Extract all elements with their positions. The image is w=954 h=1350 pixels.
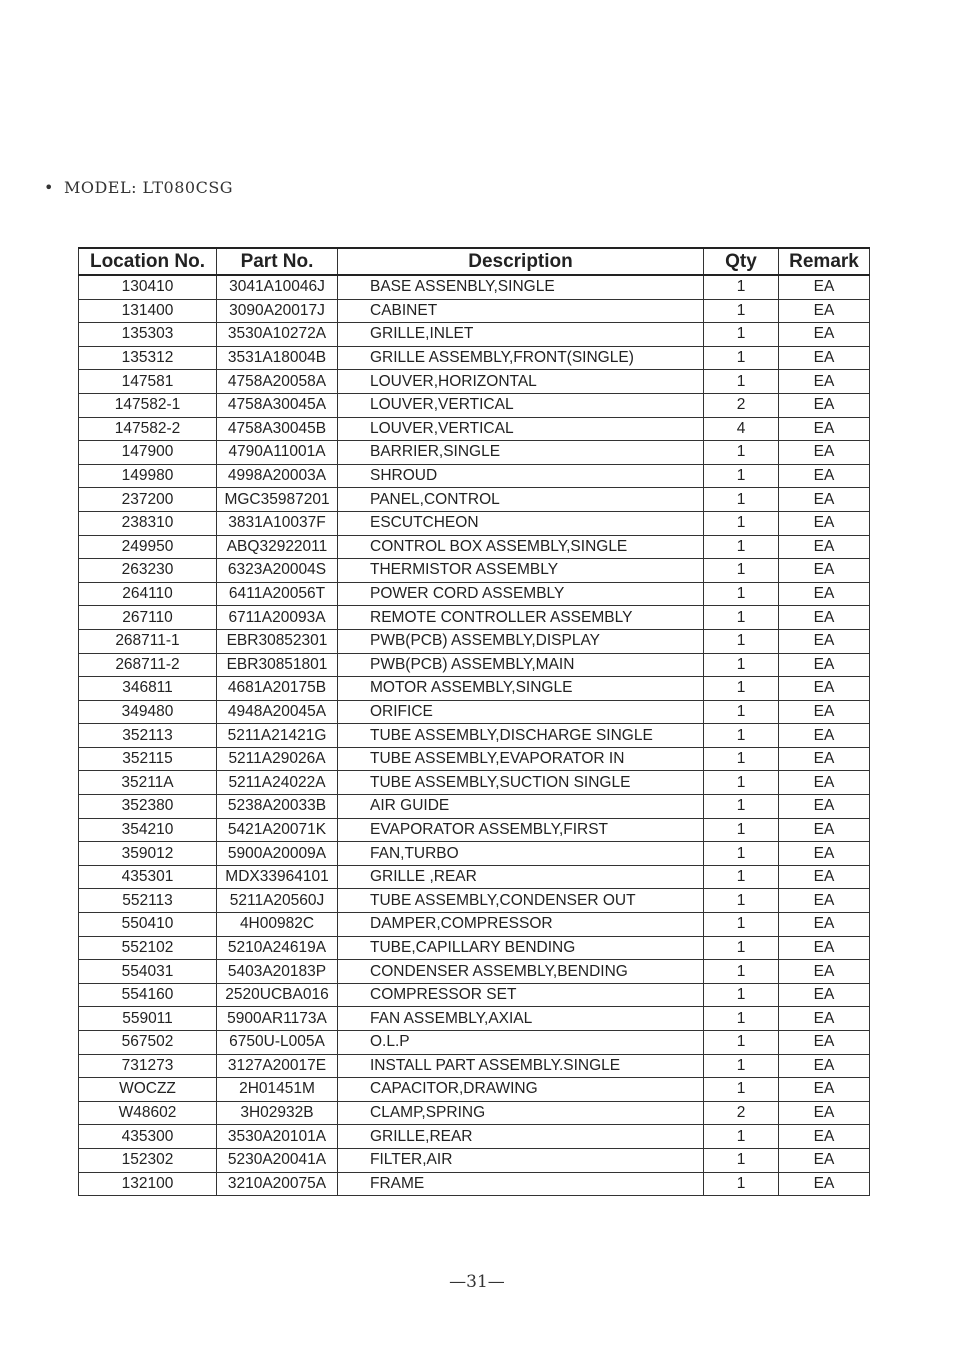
description-cell: CLAMP,SPRING bbox=[338, 1101, 704, 1125]
part-no-cell: 3127A20017E bbox=[217, 1054, 338, 1078]
qty-cell: 1 bbox=[704, 559, 779, 583]
parts-table bbox=[78, 247, 870, 1196]
qty-cell: 1 bbox=[704, 865, 779, 889]
location-no-cell: 264110 bbox=[79, 582, 217, 606]
table-row bbox=[79, 1148, 870, 1172]
table-row bbox=[79, 582, 870, 606]
qty-cell: 1 bbox=[704, 1125, 779, 1149]
part-no-cell: 2H01451M bbox=[217, 1078, 338, 1102]
remark-cell: EA bbox=[779, 771, 870, 795]
header-row bbox=[79, 248, 870, 275]
table-row bbox=[79, 323, 870, 347]
table-row bbox=[79, 488, 870, 512]
location-no-cell: 352380 bbox=[79, 795, 217, 819]
remark-cell: EA bbox=[779, 275, 870, 299]
remark-cell: EA bbox=[779, 346, 870, 370]
table-row bbox=[79, 677, 870, 701]
table-row bbox=[79, 1078, 870, 1102]
qty-cell: 1 bbox=[704, 370, 779, 394]
part-no-cell: 3531A18004B bbox=[217, 346, 338, 370]
location-no-cell: 149980 bbox=[79, 464, 217, 488]
location-no-cell: 263230 bbox=[79, 559, 217, 583]
location-no-cell: 435301 bbox=[79, 865, 217, 889]
qty-cell: 1 bbox=[704, 936, 779, 960]
description-cell: TUBE ASSEMBLY,CONDENSER OUT bbox=[338, 889, 704, 913]
qty-cell: 1 bbox=[704, 1054, 779, 1078]
qty-cell: 1 bbox=[704, 299, 779, 323]
qty-cell: 1 bbox=[704, 629, 779, 653]
table-row bbox=[79, 417, 870, 441]
part-no-cell: EBR30852301 bbox=[217, 629, 338, 653]
remark-cell: EA bbox=[779, 488, 870, 512]
table-row bbox=[79, 629, 870, 653]
qty-cell: 1 bbox=[704, 653, 779, 677]
remark-cell: EA bbox=[779, 1078, 870, 1102]
table-row bbox=[79, 1054, 870, 1078]
qty-cell: 1 bbox=[704, 535, 779, 559]
table-row bbox=[79, 818, 870, 842]
description-cell: LOUVER,VERTICAL bbox=[338, 393, 704, 417]
qty-cell: 1 bbox=[704, 747, 779, 771]
remark-cell: EA bbox=[779, 747, 870, 771]
part-no-cell: 5210A24619A bbox=[217, 936, 338, 960]
part-no-cell: 4758A20058A bbox=[217, 370, 338, 394]
location-no-cell: W48602 bbox=[79, 1101, 217, 1125]
part-no-cell: 5900A20009A bbox=[217, 842, 338, 866]
remark-cell: EA bbox=[779, 1101, 870, 1125]
location-no-cell: 552102 bbox=[79, 936, 217, 960]
description-cell: LOUVER,HORIZONTAL bbox=[338, 370, 704, 394]
part-no-cell: 6750U-L005A bbox=[217, 1031, 338, 1055]
qty-cell: 1 bbox=[704, 960, 779, 984]
qty-cell: 1 bbox=[704, 724, 779, 748]
description-cell: CONDENSER ASSEMBLY,BENDING bbox=[338, 960, 704, 984]
part-no-cell: 4681A20175B bbox=[217, 677, 338, 701]
part-no-cell: 2520UCBA016 bbox=[217, 983, 338, 1007]
remark-cell: EA bbox=[779, 1031, 870, 1055]
part-no-cell: ABQ32922011 bbox=[217, 535, 338, 559]
remark-cell: EA bbox=[779, 393, 870, 417]
remark-cell: EA bbox=[779, 606, 870, 630]
part-no-cell: 6411A20056T bbox=[217, 582, 338, 606]
table-row bbox=[79, 1172, 870, 1196]
remark-cell: EA bbox=[779, 1007, 870, 1031]
description-cell: POWER CORD ASSEMBLY bbox=[338, 582, 704, 606]
description-cell: FILTER,AIR bbox=[338, 1148, 704, 1172]
table-row bbox=[79, 700, 870, 724]
part-no-cell: 4998A20003A bbox=[217, 464, 338, 488]
part-no-cell: 5211A20560J bbox=[217, 889, 338, 913]
location-no-cell: 559011 bbox=[79, 1007, 217, 1031]
remark-cell: EA bbox=[779, 1148, 870, 1172]
table-row bbox=[79, 771, 870, 795]
table-row bbox=[79, 747, 870, 771]
description-cell: LOUVER,VERTICAL bbox=[338, 417, 704, 441]
qty-cell: 1 bbox=[704, 275, 779, 299]
location-no-cell: 147582-1 bbox=[79, 393, 217, 417]
remark-cell: EA bbox=[779, 1125, 870, 1149]
description-cell: CABINET bbox=[338, 299, 704, 323]
qty-cell: 1 bbox=[704, 488, 779, 512]
location-no-header: Location No. bbox=[79, 248, 217, 275]
part-no-cell: 3831A10037F bbox=[217, 511, 338, 535]
table-row bbox=[79, 983, 870, 1007]
remark-cell: EA bbox=[779, 464, 870, 488]
description-cell: PWB(PCB) ASSEMBLY,MAIN bbox=[338, 653, 704, 677]
part-no-cell: 5230A20041A bbox=[217, 1148, 338, 1172]
qty-cell: 1 bbox=[704, 511, 779, 535]
location-no-cell: WOCZZ bbox=[79, 1078, 217, 1102]
description-cell: PWB(PCB) ASSEMBLY,DISPLAY bbox=[338, 629, 704, 653]
remark-cell: EA bbox=[779, 983, 870, 1007]
qty-cell: 1 bbox=[704, 582, 779, 606]
description-cell: CONTROL BOX ASSEMBLY,SINGLE bbox=[338, 535, 704, 559]
part-no-cell: 3041A10046J bbox=[217, 275, 338, 299]
model-label: MODEL: LT080CSG bbox=[63, 178, 234, 197]
qty-cell: 1 bbox=[704, 842, 779, 866]
part-no-cell: 3H02932B bbox=[217, 1101, 338, 1125]
remark-cell: EA bbox=[779, 582, 870, 606]
description-cell: O.L.P bbox=[338, 1031, 704, 1055]
remark-cell: EA bbox=[779, 700, 870, 724]
part-no-cell: 5211A29026A bbox=[217, 747, 338, 771]
part-no-cell: 5421A20071K bbox=[217, 818, 338, 842]
part-no-cell: 5238A20033B bbox=[217, 795, 338, 819]
location-no-cell: 152302 bbox=[79, 1148, 217, 1172]
table-row bbox=[79, 441, 870, 465]
location-no-cell: 135312 bbox=[79, 346, 217, 370]
table-row bbox=[79, 865, 870, 889]
table-row bbox=[79, 1125, 870, 1149]
location-no-cell: 147582-2 bbox=[79, 417, 217, 441]
qty-cell: 1 bbox=[704, 1172, 779, 1196]
description-cell: FAN,TURBO bbox=[338, 842, 704, 866]
part-no-cell: 3530A10272A bbox=[217, 323, 338, 347]
location-no-cell: 132100 bbox=[79, 1172, 217, 1196]
qty-cell: 2 bbox=[704, 1101, 779, 1125]
description-cell: DAMPER,COMPRESSOR bbox=[338, 913, 704, 937]
location-no-cell: 267110 bbox=[79, 606, 217, 630]
description-cell: TUBE,CAPILLARY BENDING bbox=[338, 936, 704, 960]
part-no-cell: 4H00982C bbox=[217, 913, 338, 937]
remark-cell: EA bbox=[779, 559, 870, 583]
remark-cell: EA bbox=[779, 1054, 870, 1078]
remark-cell: EA bbox=[779, 535, 870, 559]
location-no-cell: 550410 bbox=[79, 913, 217, 937]
qty-cell: 1 bbox=[704, 1078, 779, 1102]
description-header: Description bbox=[338, 248, 704, 275]
part-no-cell: MGC35987201 bbox=[217, 488, 338, 512]
remark-cell: EA bbox=[779, 865, 870, 889]
description-cell: GRILLE,REAR bbox=[338, 1125, 704, 1149]
table-row bbox=[79, 889, 870, 913]
table-row bbox=[79, 1031, 870, 1055]
remark-cell: EA bbox=[779, 818, 870, 842]
qty-cell: 1 bbox=[704, 346, 779, 370]
remark-cell: EA bbox=[779, 653, 870, 677]
table-row bbox=[79, 346, 870, 370]
location-no-cell: 552113 bbox=[79, 889, 217, 913]
remark-cell: EA bbox=[779, 441, 870, 465]
location-no-cell: 249950 bbox=[79, 535, 217, 559]
description-cell: CAPACITOR,DRAWING bbox=[338, 1078, 704, 1102]
location-no-cell: 237200 bbox=[79, 488, 217, 512]
table-row bbox=[79, 653, 870, 677]
qty-cell: 1 bbox=[704, 795, 779, 819]
location-no-cell: 554031 bbox=[79, 960, 217, 984]
remark-cell: EA bbox=[779, 417, 870, 441]
location-no-cell: 147581 bbox=[79, 370, 217, 394]
description-cell: FRAME bbox=[338, 1172, 704, 1196]
table-row bbox=[79, 606, 870, 630]
remark-cell: EA bbox=[779, 889, 870, 913]
table-row bbox=[79, 535, 870, 559]
qty-cell: 1 bbox=[704, 818, 779, 842]
description-cell: GRILLE ,REAR bbox=[338, 865, 704, 889]
description-cell: GRILLE,INLET bbox=[338, 323, 704, 347]
table-row bbox=[79, 559, 870, 583]
table-row bbox=[79, 913, 870, 937]
qty-cell: 1 bbox=[704, 1148, 779, 1172]
bullet: • bbox=[44, 178, 54, 197]
remark-cell: EA bbox=[779, 1172, 870, 1196]
table-row bbox=[79, 299, 870, 323]
description-cell: THERMISTOR ASSEMBLY bbox=[338, 559, 704, 583]
parts-table-body bbox=[79, 275, 870, 1196]
location-no-cell: 147900 bbox=[79, 441, 217, 465]
description-cell: TUBE ASSEMBLY,SUCTION SINGLE bbox=[338, 771, 704, 795]
table-row bbox=[79, 960, 870, 984]
description-cell: FAN ASSEMBLY,AXIAL bbox=[338, 1007, 704, 1031]
location-no-cell: 130410 bbox=[79, 275, 217, 299]
description-cell: EVAPORATOR ASSEMBLY,FIRST bbox=[338, 818, 704, 842]
description-cell: PANEL,CONTROL bbox=[338, 488, 704, 512]
qty-cell: 1 bbox=[704, 1007, 779, 1031]
table-row bbox=[79, 724, 870, 748]
table-row bbox=[79, 795, 870, 819]
location-no-cell: 131400 bbox=[79, 299, 217, 323]
qty-cell: 1 bbox=[704, 441, 779, 465]
remark-header: Remark bbox=[779, 248, 870, 275]
remark-cell: EA bbox=[779, 677, 870, 701]
description-cell: INSTALL PART ASSEMBLY.SINGLE bbox=[338, 1054, 704, 1078]
qty-cell: 1 bbox=[704, 323, 779, 347]
part-no-cell: 5211A21421G bbox=[217, 724, 338, 748]
remark-cell: EA bbox=[779, 795, 870, 819]
location-no-cell: 349480 bbox=[79, 700, 217, 724]
location-no-cell: 238310 bbox=[79, 511, 217, 535]
qty-cell: 1 bbox=[704, 983, 779, 1007]
location-no-cell: 359012 bbox=[79, 842, 217, 866]
location-no-cell: 346811 bbox=[79, 677, 217, 701]
description-cell: SHROUD bbox=[338, 464, 704, 488]
location-no-cell: 567502 bbox=[79, 1031, 217, 1055]
qty-cell: 4 bbox=[704, 417, 779, 441]
description-cell: BASE ASSENBLY,SINGLE bbox=[338, 275, 704, 299]
remark-cell: EA bbox=[779, 629, 870, 653]
table-row bbox=[79, 842, 870, 866]
part-no-cell: 6711A20093A bbox=[217, 606, 338, 630]
part-no-cell: 4758A30045A bbox=[217, 393, 338, 417]
remark-cell: EA bbox=[779, 511, 870, 535]
location-no-cell: 354210 bbox=[79, 818, 217, 842]
qty-cell: 1 bbox=[704, 677, 779, 701]
location-no-cell: 352115 bbox=[79, 747, 217, 771]
description-cell: ESCUTCHEON bbox=[338, 511, 704, 535]
description-cell: TUBE ASSEMBLY,EVAPORATOR IN bbox=[338, 747, 704, 771]
description-cell: BARRIER,SINGLE bbox=[338, 441, 704, 465]
location-no-cell: 352113 bbox=[79, 724, 217, 748]
part-no-cell: 4948A20045A bbox=[217, 700, 338, 724]
parts-table-header bbox=[79, 248, 870, 275]
qty-cell: 1 bbox=[704, 1031, 779, 1055]
table-row bbox=[79, 936, 870, 960]
remark-cell: EA bbox=[779, 299, 870, 323]
description-cell: AIR GUIDE bbox=[338, 795, 704, 819]
qty-header: Qty bbox=[704, 248, 779, 275]
remark-cell: EA bbox=[779, 913, 870, 937]
part-no-cell: MDX33964101 bbox=[217, 865, 338, 889]
location-no-cell: 135303 bbox=[79, 323, 217, 347]
description-cell: ORIFICE bbox=[338, 700, 704, 724]
part-no-cell: 5403A20183P bbox=[217, 960, 338, 984]
part-no-cell: EBR30851801 bbox=[217, 653, 338, 677]
table-row bbox=[79, 393, 870, 417]
remark-cell: EA bbox=[779, 960, 870, 984]
table-row bbox=[79, 370, 870, 394]
part-no-cell: 5900AR1173A bbox=[217, 1007, 338, 1031]
part-no-cell: 4790A11001A bbox=[217, 441, 338, 465]
location-no-cell: 35211A bbox=[79, 771, 217, 795]
table-row bbox=[79, 511, 870, 535]
part-no-header: Part No. bbox=[217, 248, 338, 275]
location-no-cell: 435300 bbox=[79, 1125, 217, 1149]
description-cell: GRILLE ASSEMBLY,FRONT(SINGLE) bbox=[338, 346, 704, 370]
table-row bbox=[79, 1101, 870, 1125]
qty-cell: 1 bbox=[704, 606, 779, 630]
remark-cell: EA bbox=[779, 936, 870, 960]
location-no-cell: 268711-1 bbox=[79, 629, 217, 653]
part-no-cell: 3210A20075A bbox=[217, 1172, 338, 1196]
remark-cell: EA bbox=[779, 323, 870, 347]
qty-cell: 1 bbox=[704, 889, 779, 913]
part-no-cell: 3530A20101A bbox=[217, 1125, 338, 1149]
description-cell: TUBE ASSEMBLY,DISCHARGE SINGLE bbox=[338, 724, 704, 748]
part-no-cell: 3090A20017J bbox=[217, 299, 338, 323]
part-no-cell: 4758A30045B bbox=[217, 417, 338, 441]
remark-cell: EA bbox=[779, 370, 870, 394]
model-heading bbox=[44, 178, 233, 197]
qty-cell: 1 bbox=[704, 700, 779, 724]
qty-cell: 1 bbox=[704, 771, 779, 795]
location-no-cell: 554160 bbox=[79, 983, 217, 1007]
table-row bbox=[79, 275, 870, 299]
description-cell: REMOTE CONTROLLER ASSEMBLY bbox=[338, 606, 704, 630]
page-number: —31— bbox=[449, 1272, 505, 1292]
table-row bbox=[79, 1007, 870, 1031]
part-no-cell: 6323A20004S bbox=[217, 559, 338, 583]
location-no-cell: 268711-2 bbox=[79, 653, 217, 677]
location-no-cell: 731273 bbox=[79, 1054, 217, 1078]
description-cell: MOTOR ASSEMBLY,SINGLE bbox=[338, 677, 704, 701]
remark-cell: EA bbox=[779, 724, 870, 748]
table-row bbox=[79, 464, 870, 488]
part-no-cell: 5211A24022A bbox=[217, 771, 338, 795]
remark-cell: EA bbox=[779, 842, 870, 866]
description-cell: COMPRESSOR SET bbox=[338, 983, 704, 1007]
qty-cell: 1 bbox=[704, 913, 779, 937]
qty-cell: 1 bbox=[704, 464, 779, 488]
qty-cell: 2 bbox=[704, 393, 779, 417]
